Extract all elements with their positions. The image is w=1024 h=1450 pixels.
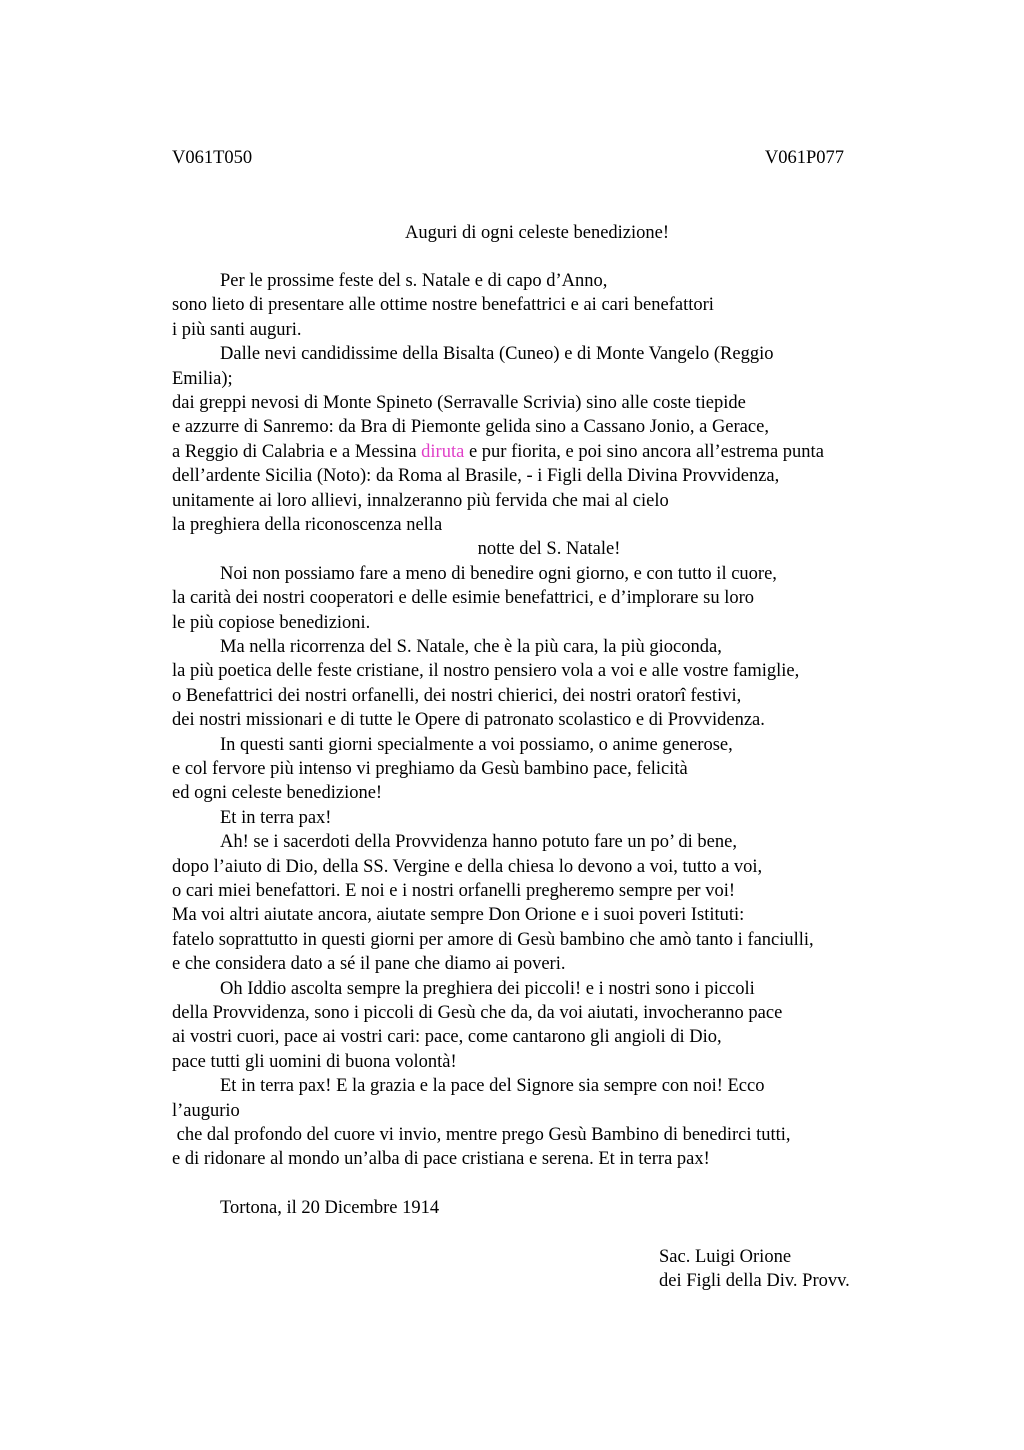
body-line: e di ridonare al mondo un’alba di pace cristiana e serena. Et in terra pax! [172, 1149, 710, 1170]
place-date: Tortona, il 20 Dicembre 1914 [220, 1198, 440, 1218]
right-reference-code: V061P077 [764, 148, 844, 168]
body-line: Oh Iddio ascolta sempre la preghiera dei piccoli! e i nostri sono i piccoli [220, 978, 755, 999]
body-text: e pur fiorita, e poi sino ancora all’estrema punta [464, 441, 824, 462]
body-line: Ma voi altri aiutate ancora, aiutate sempre Don Orione e i suoi poveri Istituti: [172, 905, 745, 926]
body-line: Noi non possiamo fare a meno di benedire ogni giorno, e con tutto il cuore, [220, 563, 777, 584]
body-line: Dalle nevi candidissime della Bisalta (Cuneo) e di Monte Vangelo (Reggio [220, 344, 774, 365]
body-line: e che considera dato a sé il pane che diamo ai poveri. [172, 954, 566, 975]
body-line: dai greppi nevosi di Monte Spineto (Serravalle Scrivia) sino alle coste tiepide [172, 393, 746, 413]
body-line: dei nostri missionari e di tutte le Opere di patronato scolastico e di Provvidenza. [172, 710, 765, 731]
body-line: pace tutti gli uomini di buona volontà! [172, 1051, 457, 1072]
left-reference-code: V061T050 [172, 148, 253, 168]
body-line: e col fervore più intenso vi preghiamo da Gesù bambino pace, felicità [172, 759, 688, 779]
centered-line: notte del S. Natale! [477, 539, 621, 560]
body-line: dell’ardente Sicilia (Noto): da Roma al Brasile, - i Figli della Divina Provvidenza, [172, 466, 780, 487]
body-line: che dal profondo del cuore vi invio, mentre prego Gesù Bambino di benedirci tutti, [172, 1125, 791, 1145]
body-line: dopo l’aiuto di Dio, della SS. Vergine e della chiesa lo devono a voi, tutto a voi, [172, 856, 763, 877]
body-line: la più poetica delle feste cristiane, il nostro pensiero vola a voi e alle vostre famiglie, [172, 661, 800, 682]
body-line: Ah! se i sacerdoti della Provvidenza hanno potuto fare un po’ di bene, [220, 832, 737, 853]
body-line: o cari miei benefattori. E noi e i nostri orfanelli pregheremo sempre per voi! [172, 881, 736, 901]
body-line: la preghiera della riconoscenza nella [172, 515, 443, 535]
signature-name: Sac. Luigi Orione [659, 1247, 792, 1267]
body-line: ed ogni celeste benedizione! [172, 783, 383, 804]
highlighted-word: diruta [421, 441, 465, 462]
body-text: a Reggio di Calabria e a Messina [172, 441, 422, 462]
letter-title: Auguri di ogni celeste benedizione! [404, 223, 670, 243]
body-line: e azzurre di Sanremo: da Bra di Piemonte gelida sino a Cassano Jonio, a Gerace, [172, 417, 769, 438]
body-line: Ma nella ricorrenza del S. Natale, che è la più cara, la più gioconda, [220, 637, 722, 657]
body-line: la carità dei nostri cooperatori e delle esimie benefattrici, e d’implorare su loro [172, 588, 754, 609]
body-line: l’augurio [172, 1100, 240, 1121]
body-line: unitamente ai loro allievi, innalzeranno più fervida che mai al cielo [172, 490, 669, 511]
body-line: o Benefattrici dei nostri orfanelli, dei nostri chierici, dei nostri oratorî festivi, [172, 685, 742, 706]
signature-title: dei Figli della Div. Provv. [659, 1271, 850, 1292]
body-line: ai vostri cuori, pace ai vostri cari: pace, come cantarono gli angioli di Dio, [172, 1027, 722, 1048]
body-line: Emilia); [172, 368, 233, 389]
body-line: Et in terra pax! [220, 807, 332, 828]
body-line: In questi santi giorni specialmente a voi possiamo, o anime generose, [220, 734, 733, 755]
body-line: i più santi auguri. [172, 319, 302, 340]
body-line: della Provvidenza, sono i piccoli di Gesù che da, da voi aiutati, invocheranno pace [172, 1003, 783, 1023]
body-line: Per le prossime feste del s. Natale e di capo d’Anno, [220, 271, 608, 291]
body-line: fatelo soprattutto in questi giorni per amore di Gesù bambino che amò tanto i fanciulli, [172, 929, 814, 950]
body-line: Et in terra pax! E la grazia e la pace del Signore sia sempre con noi! Ecco [220, 1076, 765, 1097]
body-line: sono lieto di presentare alle ottime nostre benefattrici e ai cari benefattori [172, 295, 714, 316]
body-line: le più copiose benedizioni. [172, 612, 371, 633]
body-line-with-highlight [172, 440, 824, 464]
